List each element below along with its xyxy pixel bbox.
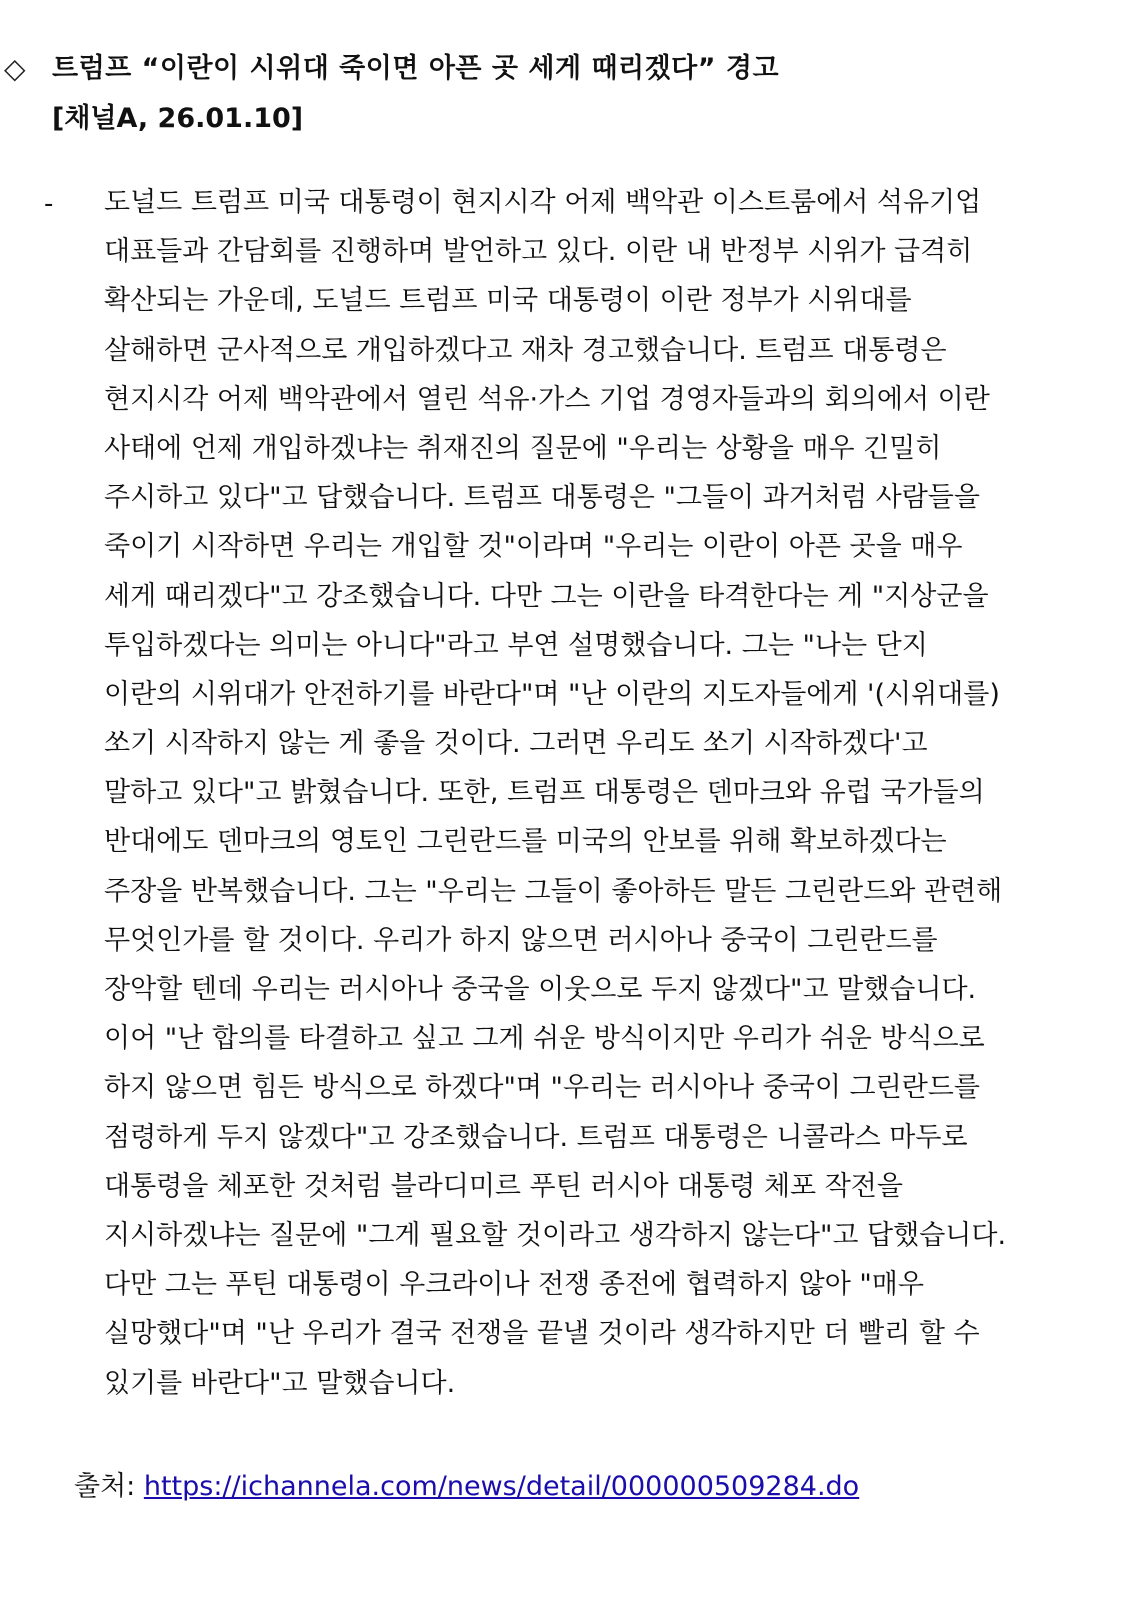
body-line: 세게 때리겠다"고 강조했습니다. 다만 그는 이란을 타격한다는 게 "지상군을 bbox=[104, 580, 989, 612]
body-line: 있기를 바란다"고 말했습니다. bbox=[104, 1367, 456, 1399]
body-line: 지시하겠냐는 질문에 "그게 필요할 것이라고 생각하지 않는다"고 답했습니다. bbox=[104, 1219, 1007, 1251]
diamond-outline-icon: ◇ bbox=[4, 52, 26, 85]
source-link[interactable]: https://ichannela.com/news/detail/000000509284.do bbox=[143, 1471, 860, 1502]
body-line: 반대에도 덴마크의 영토인 그린란드를 미국의 안보를 위해 확보하겠다는 bbox=[104, 826, 947, 858]
body-line: 도널드 트럼프 미국 대통령이 현지시각 어제 백악관 이스트룸에서 석유기업 bbox=[104, 187, 982, 218]
body-line: 쏘기 시작하지 않는 게 좋을 것이다. 그러면 우리도 쏘기 시작하겠다'고 bbox=[104, 728, 928, 760]
article-body bbox=[104, 178, 1104, 1408]
body-line: 주시하고 있다"고 답했습니다. 트럼프 대통령은 "그들이 과거처럼 사람들을 bbox=[104, 482, 980, 514]
body-line: 현지시각 어제 백악관에서 열린 석유·가스 기업 경영자들과의 회의에서 이란 bbox=[104, 383, 990, 415]
body-line: 장악할 텐데 우리는 러시아나 중국을 이웃으로 두지 않겠다"고 말했습니다. bbox=[104, 974, 977, 1005]
body-line: 이란의 시위대가 안전하기를 바란다"며 "난 이란의 지도자들에게 '(시위대를) bbox=[104, 678, 1000, 710]
body-line: 투입하겠다는 의미는 아니다"라고 부연 설명했습니다. 그는 "나는 단지 bbox=[104, 629, 928, 661]
source-label: 출처: bbox=[74, 1471, 144, 1502]
body-line: 이어 "난 합의를 타결하고 싶고 그게 쉬운 방식이지만 우리가 쉬운 방식으로 bbox=[104, 1023, 985, 1055]
body-line: 대통령을 체포한 것처럼 블라디미르 푸틴 러시아 대통령 체포 작전을 bbox=[104, 1170, 903, 1202]
body-line: 대표들과 간담회를 진행하며 발언하고 있다. 이란 내 반정부 시위가 급격히 bbox=[104, 236, 973, 268]
list-dash-marker: - bbox=[44, 189, 54, 219]
source-footer bbox=[74, 1462, 859, 1512]
body-line: 점령하게 두지 않겠다"고 강조했습니다. 트럼프 대통령은 니콜라스 마두로 bbox=[104, 1121, 968, 1153]
body-line: 주장을 반복했습니다. 그는 "우리는 그들이 좋아하든 말든 그린란드와 관련해 bbox=[104, 875, 1003, 907]
body-line: 살해하면 군사적으로 개입하겠다고 재차 경고했습니다. 트럼프 대통령은 bbox=[104, 334, 947, 366]
body-line: 말하고 있다"고 밝혔습니다. 또한, 트럼프 대통령은 덴마크와 유럽 국가들의 bbox=[104, 777, 985, 809]
body-line: 확산되는 가운데, 도널드 트럼프 미국 대통령이 이란 정부가 시위대를 bbox=[104, 285, 912, 317]
body-line: 무엇인가를 할 것이다. 우리가 하지 않으면 러시아나 중국이 그린란드를 bbox=[104, 924, 938, 956]
body-line: 사태에 언제 개입하겠냐는 취재진의 질문에 "우리는 상황을 매우 긴밀히 bbox=[104, 432, 942, 464]
article-title: 트럼프 “이란이 시위대 죽이면 아픈 곳 세게 때리겠다” 경고 bbox=[52, 53, 780, 84]
body-line: 다만 그는 푸틴 대통령이 우크라이나 전쟁 종전에 협력하지 않아 "매우 bbox=[104, 1269, 924, 1301]
body-line: 죽이기 시작하면 우리는 개입할 것"이라며 "우리는 이란이 아픈 곳을 매우 bbox=[104, 531, 963, 563]
source-date-tag: [채널A, 26.01.10] bbox=[52, 103, 304, 134]
body-line: 실망했다"며 "난 우리가 결국 전쟁을 끝낼 것이라 생각하지만 더 빨리 할 수 bbox=[104, 1318, 980, 1350]
body-line: 하지 않으면 힘든 방식으로 하겠다"며 "우리는 러시아나 중국이 그린란드를 bbox=[104, 1072, 980, 1104]
